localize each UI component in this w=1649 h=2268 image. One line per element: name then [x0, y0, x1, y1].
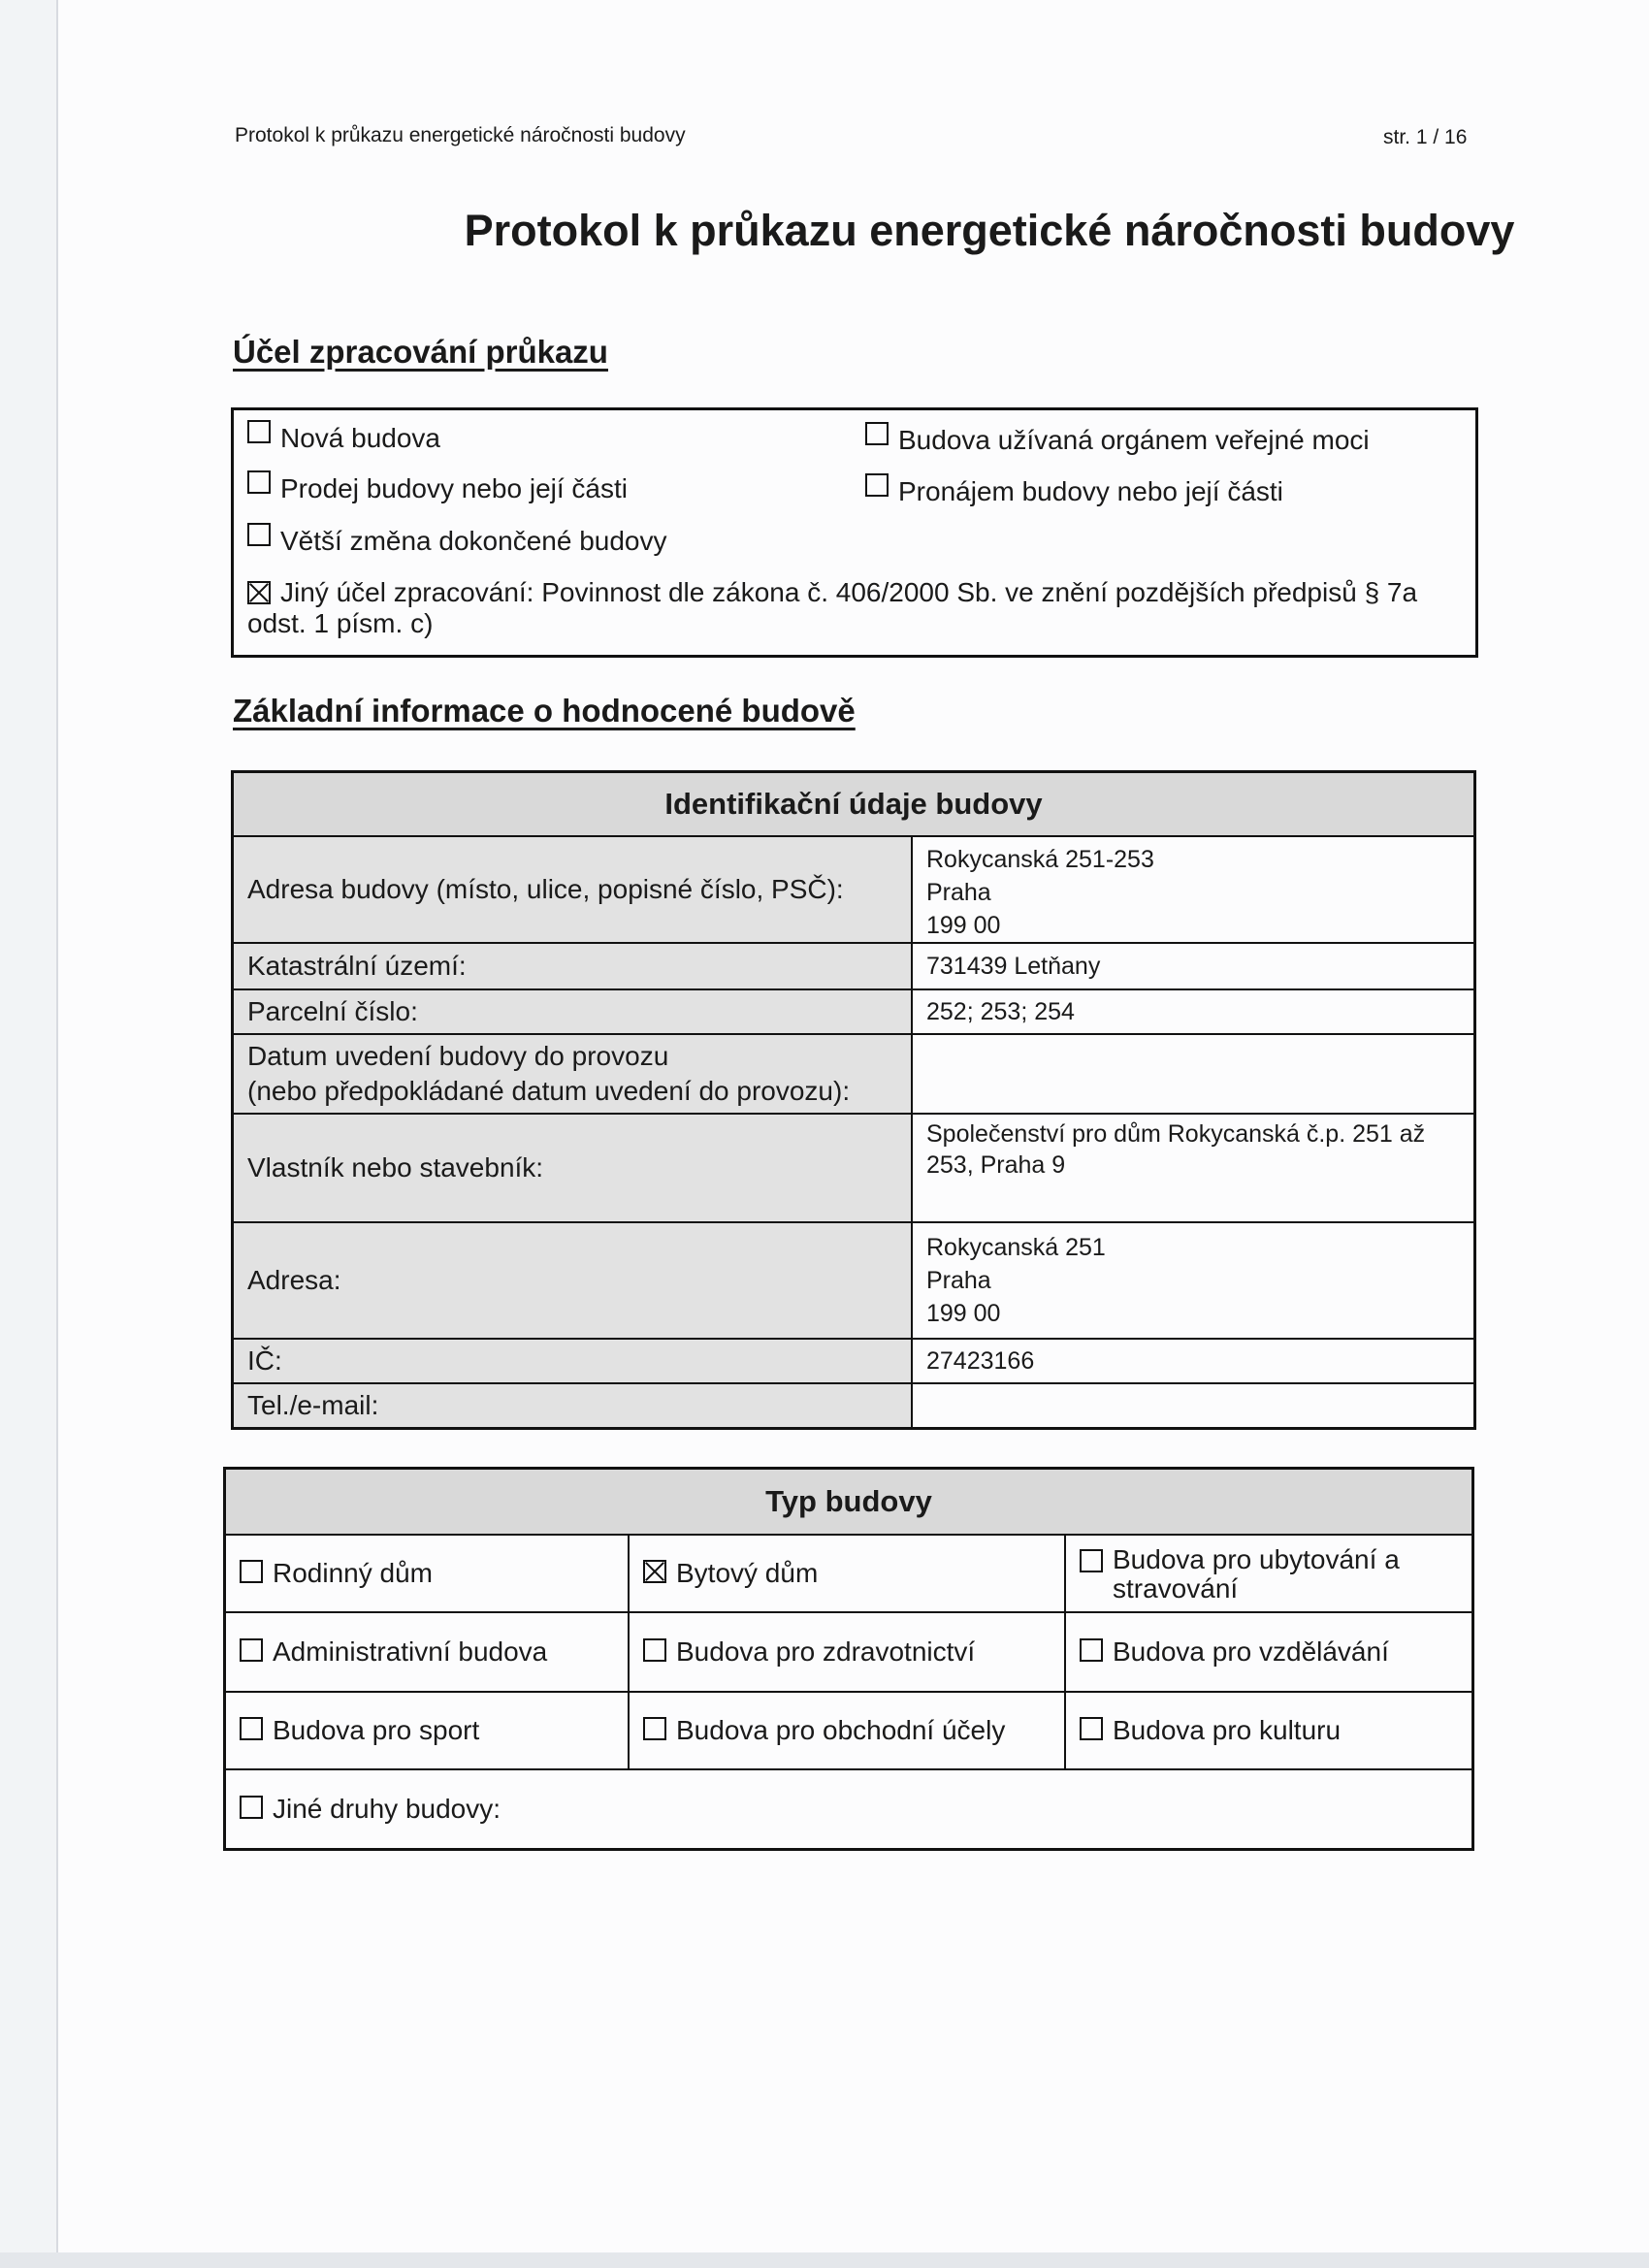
row-value	[913, 1223, 1473, 1338]
option-label: Budova pro zdravotnictví	[676, 1636, 976, 1667]
type-option-healthcare[interactable]	[630, 1613, 1066, 1691]
type-option-family-house[interactable]	[226, 1536, 630, 1611]
option-label: Administrativní budova	[273, 1636, 548, 1667]
checkbox-icon[interactable]	[865, 422, 889, 445]
row-value-empty	[913, 1384, 1473, 1427]
value-line: Rokycanská 251	[926, 1234, 1106, 1261]
running-header: Protokol k průkazu energetické náročnosti budovy	[235, 124, 686, 146]
checkbox-icon[interactable]	[240, 1560, 263, 1583]
checkbox-icon[interactable]	[1080, 1549, 1103, 1572]
checkbox-icon[interactable]	[865, 473, 889, 497]
table-row	[226, 1770, 1471, 1848]
row-label: IČ:	[234, 1340, 913, 1382]
option-label: Jiný účel zpracování: Povinnost dle zákona č. 406/2000 Sb. ve znění pozdějších předpisů § 7a odst. 1 písm. c)	[247, 577, 1418, 638]
value-line: Rokycanská 251-253	[926, 846, 1154, 873]
identification-table-title: Identifikační údaje budovy	[234, 773, 1473, 837]
value-line: Společenství pro dům Rokycanská č.p. 251 až	[926, 1120, 1426, 1148]
value-line: 27423166	[926, 1347, 1035, 1375]
row-value	[913, 1115, 1473, 1221]
checkbox-icon[interactable]	[643, 1560, 666, 1583]
table-row	[234, 1223, 1473, 1340]
checkbox-icon[interactable]	[240, 1796, 263, 1819]
purpose-heading: Účel zpracování průkazu	[233, 334, 608, 370]
table-row	[226, 1613, 1471, 1693]
checkbox-icon[interactable]	[643, 1717, 666, 1740]
checkbox-icon[interactable]	[643, 1638, 666, 1662]
value-line: 253, Praha 9	[926, 1151, 1066, 1179]
checkbox-icon[interactable]	[247, 581, 271, 604]
scan-bottom-band	[0, 2252, 1649, 2268]
option-label: Budova pro sport	[273, 1715, 480, 1745]
option-label: Větší změna dokončené budovy	[280, 526, 667, 556]
document-title: Protokol k průkazu energetické náročnosti budovy	[464, 206, 1515, 255]
table-row	[234, 1340, 1473, 1384]
checkbox-icon[interactable]	[240, 1638, 263, 1662]
basic-info-heading: Základní informace o hodnocené budově	[233, 693, 856, 729]
option-label: Budova pro vzdělávání	[1113, 1636, 1389, 1667]
row-value-empty	[913, 1035, 1473, 1113]
row-label: Adresa budovy (místo, ulice, popisné číslo, PSČ):	[234, 837, 913, 942]
value-line: 252; 253; 254	[926, 998, 1075, 1025]
purpose-option-public-authority[interactable]	[865, 424, 1370, 457]
value-line: 731439 Letňany	[926, 953, 1101, 980]
value-line: 199 00	[926, 912, 1001, 939]
purpose-option-new-building[interactable]	[247, 422, 440, 455]
row-label	[234, 1035, 913, 1113]
checkbox-icon[interactable]	[1080, 1717, 1103, 1740]
table-row	[234, 944, 1473, 990]
purpose-option-lease[interactable]	[865, 475, 1283, 508]
row-label: Tel./e-mail:	[234, 1384, 913, 1427]
type-option-other[interactable]	[226, 1770, 1471, 1848]
table-row	[234, 837, 1473, 944]
option-label: Budova pro ubytování a stravování	[1113, 1544, 1400, 1604]
option-label: Pronájem budovy nebo její části	[898, 476, 1283, 506]
value-line: Praha	[926, 879, 991, 906]
purpose-option-other[interactable]	[247, 577, 1440, 639]
row-value	[913, 1340, 1473, 1382]
checkbox-icon[interactable]	[1080, 1638, 1103, 1662]
type-option-administrative[interactable]	[226, 1613, 630, 1691]
table-row	[234, 1384, 1473, 1427]
type-option-apartment-building[interactable]	[630, 1536, 1066, 1611]
building-type-table	[223, 1467, 1474, 1851]
purpose-box	[231, 407, 1478, 658]
purpose-option-major-change[interactable]	[247, 525, 666, 558]
purpose-option-sale[interactable]	[247, 472, 628, 505]
table-row	[226, 1536, 1471, 1613]
label-line: Datum uvedení budovy do provozu	[247, 1041, 669, 1071]
row-label: Katastrální území:	[234, 944, 913, 988]
option-label: Budova užívaná orgánem veřejné moci	[898, 425, 1370, 455]
table-row	[234, 990, 1473, 1035]
checkbox-icon[interactable]	[247, 470, 271, 494]
table-row	[234, 1035, 1473, 1115]
identification-table	[231, 770, 1476, 1430]
option-label: Jiné druhy budovy:	[273, 1794, 501, 1824]
row-value	[913, 944, 1473, 988]
checkbox-icon[interactable]	[247, 523, 271, 546]
type-option-sport[interactable]	[226, 1693, 630, 1768]
value-line: Praha	[926, 1267, 991, 1294]
option-label: Budova pro kulturu	[1113, 1715, 1342, 1745]
table-row	[226, 1693, 1471, 1770]
value-line: 199 00	[926, 1300, 1001, 1327]
type-option-education[interactable]	[1066, 1613, 1471, 1691]
row-label: Vlastník nebo stavebník:	[234, 1115, 913, 1221]
table-row	[234, 1115, 1473, 1223]
row-label: Parcelní číslo:	[234, 990, 913, 1033]
row-value	[913, 837, 1473, 942]
row-label: Adresa:	[234, 1223, 913, 1338]
type-option-commercial[interactable]	[630, 1693, 1066, 1768]
option-label: Budova pro obchodní účely	[676, 1715, 1006, 1745]
type-option-accommodation[interactable]	[1066, 1536, 1471, 1611]
page-number: str. 1 / 16	[1383, 126, 1468, 148]
row-value	[913, 990, 1473, 1033]
building-type-title: Typ budovy	[226, 1470, 1471, 1536]
option-label: Rodinný dům	[273, 1558, 433, 1588]
checkbox-icon[interactable]	[240, 1717, 263, 1740]
option-label: Nová budova	[280, 423, 441, 453]
type-option-culture[interactable]	[1066, 1693, 1471, 1768]
option-label: Bytový dům	[676, 1558, 819, 1588]
label-line: (nebo předpokládané datum uvedení do provozu):	[247, 1076, 851, 1106]
option-label: Prodej budovy nebo její části	[280, 473, 628, 503]
checkbox-icon[interactable]	[247, 420, 271, 443]
